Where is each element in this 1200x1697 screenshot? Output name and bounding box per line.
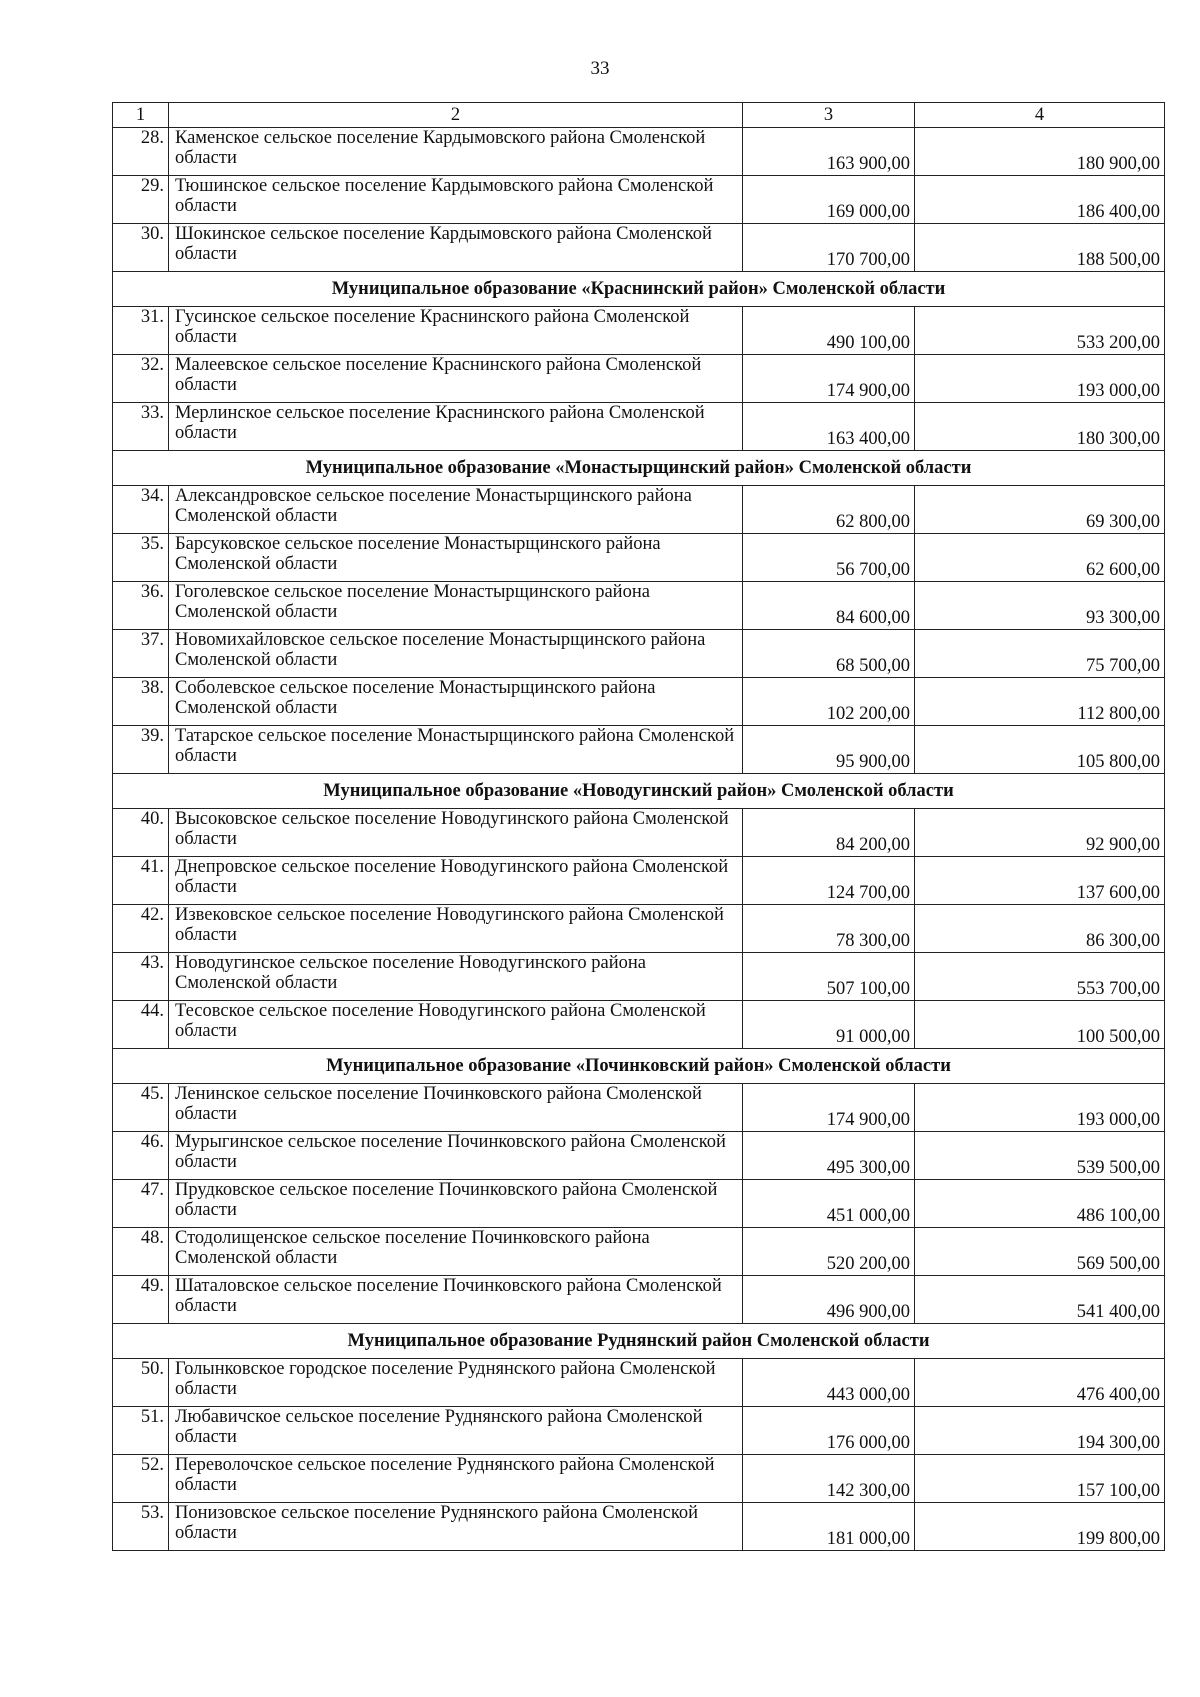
value-column-3: 170 700,00 — [743, 224, 915, 272]
column-header-4: 4 — [915, 103, 1165, 128]
section-header-row — [113, 774, 1165, 809]
row-number: 50. — [113, 1359, 169, 1407]
section-header-row — [113, 1324, 1165, 1359]
column-header-2: 2 — [169, 103, 743, 128]
value-column-4: 105 800,00 — [915, 726, 1165, 774]
row-number: 47. — [113, 1180, 169, 1228]
section-header-row — [113, 451, 1165, 486]
row-number: 30. — [113, 224, 169, 272]
row-number: 45. — [113, 1084, 169, 1132]
value-column-3: 95 900,00 — [743, 726, 915, 774]
table-row — [113, 905, 1165, 953]
value-column-4: 75 700,00 — [915, 630, 1165, 678]
settlement-name: Голынковское городское поселение Руднянского района Смоленской области — [169, 1359, 743, 1407]
value-column-3: 181 000,00 — [743, 1503, 915, 1551]
value-column-3: 169 000,00 — [743, 176, 915, 224]
table-row — [113, 1084, 1165, 1132]
value-column-3: 443 000,00 — [743, 1359, 915, 1407]
value-column-3: 451 000,00 — [743, 1180, 915, 1228]
table-row — [113, 1132, 1165, 1180]
table-row — [113, 857, 1165, 905]
table-row — [113, 1276, 1165, 1324]
value-column-3: 68 500,00 — [743, 630, 915, 678]
table-row — [113, 630, 1165, 678]
value-column-3: 174 900,00 — [743, 1084, 915, 1132]
value-column-4: 137 600,00 — [915, 857, 1165, 905]
settlement-name: Мерлинское сельское поселение Краснинского района Смоленской области — [169, 403, 743, 451]
value-column-3: 91 000,00 — [743, 1001, 915, 1049]
table-row — [113, 534, 1165, 582]
page-number: 33 — [590, 58, 610, 79]
settlement-name: Мурыгинское сельское поселение Починковского района Смоленской области — [169, 1132, 743, 1180]
value-column-4: 62 600,00 — [915, 534, 1165, 582]
value-column-3: 78 300,00 — [743, 905, 915, 953]
value-column-3: 62 800,00 — [743, 486, 915, 534]
table-row — [113, 1228, 1165, 1276]
value-column-4: 93 300,00 — [915, 582, 1165, 630]
value-column-4: 541 400,00 — [915, 1276, 1165, 1324]
table-row — [113, 678, 1165, 726]
row-number: 49. — [113, 1276, 169, 1324]
value-column-4: 92 900,00 — [915, 809, 1165, 857]
value-column-4: 86 300,00 — [915, 905, 1165, 953]
allocation-table — [112, 102, 1165, 1551]
table-row — [113, 307, 1165, 355]
row-number: 31. — [113, 307, 169, 355]
settlement-name: Гоголевское сельское поселение Монастырщинского района Смоленской области — [169, 582, 743, 630]
settlement-name: Соболевское сельское поселение Монастырщинского района Смоленской области — [169, 678, 743, 726]
table-row — [113, 355, 1165, 403]
settlement-name: Каменское сельское поселение Кардымовского района Смоленской области — [169, 128, 743, 176]
value-column-4: 199 800,00 — [915, 1503, 1165, 1551]
table-row — [113, 726, 1165, 774]
value-column-3: 124 700,00 — [743, 857, 915, 905]
value-column-4: 157 100,00 — [915, 1455, 1165, 1503]
settlement-name: Шокинское сельское поселение Кардымовского района Смоленской области — [169, 224, 743, 272]
value-column-4: 100 500,00 — [915, 1001, 1165, 1049]
table-row — [113, 176, 1165, 224]
settlement-name: Новодугинское сельское поселение Новодугинского района Смоленской области — [169, 953, 743, 1001]
table-row — [113, 1407, 1165, 1455]
value-column-3: 520 200,00 — [743, 1228, 915, 1276]
value-column-3: 84 200,00 — [743, 809, 915, 857]
value-column-3: 507 100,00 — [743, 953, 915, 1001]
value-column-4: 193 000,00 — [915, 1084, 1165, 1132]
value-column-4: 188 500,00 — [915, 224, 1165, 272]
settlement-name: Гусинское сельское поселение Краснинского района Смоленской области — [169, 307, 743, 355]
section-header-row — [113, 1049, 1165, 1084]
section-title: Муниципальное образование «Новодугинский район» Смоленской области — [113, 774, 1165, 809]
row-number: 42. — [113, 905, 169, 953]
row-number: 34. — [113, 486, 169, 534]
value-column-4: 69 300,00 — [915, 486, 1165, 534]
row-number: 46. — [113, 1132, 169, 1180]
section-title: Муниципальное образование «Починковский район» Смоленской области — [113, 1049, 1165, 1084]
value-column-4: 553 700,00 — [915, 953, 1165, 1001]
value-column-4: 186 400,00 — [915, 176, 1165, 224]
row-number: 48. — [113, 1228, 169, 1276]
table-row — [113, 224, 1165, 272]
row-number: 39. — [113, 726, 169, 774]
value-column-3: 56 700,00 — [743, 534, 915, 582]
settlement-name: Извековское сельское поселение Новодугинского района Смоленской области — [169, 905, 743, 953]
section-title: Муниципальное образование Руднянский район Смоленской области — [113, 1324, 1165, 1359]
row-number: 52. — [113, 1455, 169, 1503]
table-row — [113, 1503, 1165, 1551]
row-number: 37. — [113, 630, 169, 678]
value-column-4: 476 400,00 — [915, 1359, 1165, 1407]
column-header-3: 3 — [743, 103, 915, 128]
value-column-4: 533 200,00 — [915, 307, 1165, 355]
settlement-name: Ленинское сельское поселение Починковского района Смоленской области — [169, 1084, 743, 1132]
value-column-3: 163 400,00 — [743, 403, 915, 451]
settlement-name: Малеевское сельское поселение Краснинского района Смоленской области — [169, 355, 743, 403]
settlement-name: Новомихайловское сельское поселение Монастырщинского района Смоленской области — [169, 630, 743, 678]
table-row — [113, 1455, 1165, 1503]
row-number: 53. — [113, 1503, 169, 1551]
table-row — [113, 1180, 1165, 1228]
table-body — [113, 103, 1165, 1551]
table-row — [113, 809, 1165, 857]
section-title: Муниципальное образование «Краснинский район» Смоленской области — [113, 272, 1165, 307]
row-number: 36. — [113, 582, 169, 630]
row-number: 32. — [113, 355, 169, 403]
settlement-name: Шаталовское сельское поселение Починковского района Смоленской области — [169, 1276, 743, 1324]
table-row — [113, 1359, 1165, 1407]
row-number: 40. — [113, 809, 169, 857]
settlement-name: Прудковское сельское поселение Починковского района Смоленской области — [169, 1180, 743, 1228]
row-number: 44. — [113, 1001, 169, 1049]
column-header-1: 1 — [113, 103, 169, 128]
table-row — [113, 403, 1165, 451]
value-column-4: 194 300,00 — [915, 1407, 1165, 1455]
settlement-name: Барсуковское сельское поселение Монастырщинского района Смоленской области — [169, 534, 743, 582]
value-column-4: 112 800,00 — [915, 678, 1165, 726]
settlement-name: Александровское сельское поселение Монастырщинского района Смоленской области — [169, 486, 743, 534]
settlement-name: Татарское сельское поселение Монастырщинского района Смоленской области — [169, 726, 743, 774]
row-number: 28. — [113, 128, 169, 176]
table-row — [113, 1001, 1165, 1049]
row-number: 35. — [113, 534, 169, 582]
value-column-3: 495 300,00 — [743, 1132, 915, 1180]
value-column-3: 496 900,00 — [743, 1276, 915, 1324]
settlement-name: Переволочское сельское поселение Руднянского района Смоленской области — [169, 1455, 743, 1503]
value-column-4: 569 500,00 — [915, 1228, 1165, 1276]
settlement-name: Тюшинское сельское поселение Кардымовского района Смоленской области — [169, 176, 743, 224]
value-column-3: 102 200,00 — [743, 678, 915, 726]
settlement-name: Стодолищенское сельское поселение Починковского района Смоленской области — [169, 1228, 743, 1276]
row-number: 51. — [113, 1407, 169, 1455]
value-column-3: 490 100,00 — [743, 307, 915, 355]
table-row — [113, 128, 1165, 176]
table-row — [113, 582, 1165, 630]
value-column-4: 539 500,00 — [915, 1132, 1165, 1180]
settlement-name: Высоковское сельское поселение Новодугинского района Смоленской области — [169, 809, 743, 857]
value-column-3: 176 000,00 — [743, 1407, 915, 1455]
row-number: 41. — [113, 857, 169, 905]
settlement-name: Тесовское сельское поселение Новодугинского района Смоленской области — [169, 1001, 743, 1049]
section-header-row — [113, 272, 1165, 307]
value-column-3: 163 900,00 — [743, 128, 915, 176]
value-column-3: 84 600,00 — [743, 582, 915, 630]
column-header-row — [113, 103, 1165, 128]
value-column-3: 142 300,00 — [743, 1455, 915, 1503]
value-column-4: 193 000,00 — [915, 355, 1165, 403]
row-number: 29. — [113, 176, 169, 224]
value-column-4: 486 100,00 — [915, 1180, 1165, 1228]
value-column-4: 180 300,00 — [915, 403, 1165, 451]
row-number: 43. — [113, 953, 169, 1001]
row-number: 33. — [113, 403, 169, 451]
row-number: 38. — [113, 678, 169, 726]
settlement-name: Днепровское сельское поселение Новодугинского района Смоленской области — [169, 857, 743, 905]
settlement-name: Любавичское сельское поселение Руднянского района Смоленской области — [169, 1407, 743, 1455]
section-title: Муниципальное образование «Монастырщинский район» Смоленской области — [113, 451, 1165, 486]
table-row — [113, 953, 1165, 1001]
value-column-3: 174 900,00 — [743, 355, 915, 403]
value-column-4: 180 900,00 — [915, 128, 1165, 176]
settlement-name: Понизовское сельское поселение Руднянского района Смоленской области — [169, 1503, 743, 1551]
table-row — [113, 486, 1165, 534]
